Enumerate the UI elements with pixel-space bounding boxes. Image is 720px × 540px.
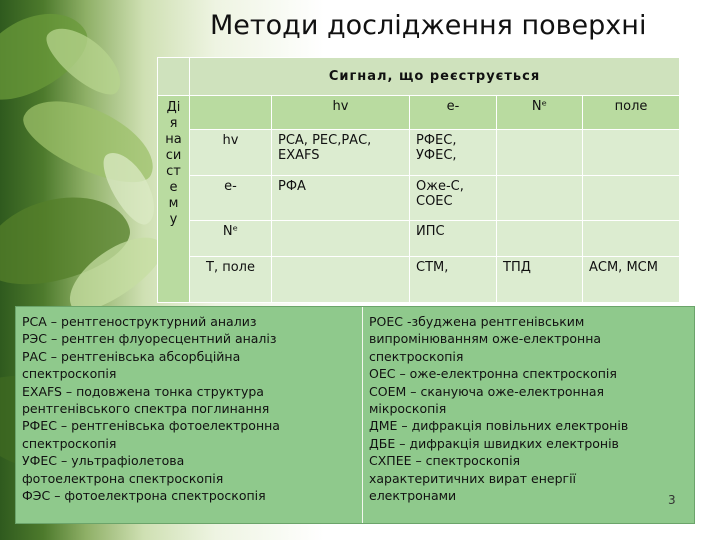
table-cell: Т, поле [190, 256, 272, 302]
legend-line: електронами [369, 488, 457, 504]
table-cell: ИПС [410, 220, 497, 256]
table-row [158, 220, 680, 256]
column-header: Nᵉ [497, 96, 583, 130]
table-cell: e- [190, 176, 272, 220]
column-header: hv [272, 96, 410, 130]
legend-line: РОЕС -збуджена рентгенівським [369, 314, 585, 329]
side-label: Ді я на си ст е м у [158, 96, 190, 303]
column-header: e- [410, 96, 497, 130]
legend-line: спектроскопія [22, 435, 117, 451]
table-cell [583, 220, 680, 256]
legend-line: ДМЕ – дифракція повільних електронів [369, 418, 629, 434]
table-cell: РФЕС, УФЕС, [410, 130, 497, 176]
table-cell [272, 220, 410, 256]
table-cell: ТПД [497, 256, 583, 302]
legend-line: характеритичних вират енергії [369, 470, 577, 486]
legend-right-column [363, 307, 694, 523]
legend-line: фотоелектрона спектроскопія [22, 470, 224, 486]
legend-line: УФЕС – ультрафіолетова [22, 453, 185, 469]
legend-left-column [16, 307, 363, 523]
legend-line: ФЭС – фотоелектрона спектроскопія [22, 488, 266, 504]
table-cell: РФА [272, 176, 410, 220]
legend-line: РСА – рентгеноструктурний анализ [22, 314, 257, 329]
legend-line: РАС – рентгенівська абсорбційна [22, 348, 241, 364]
table-cell: Оже-С, СОЕС [410, 176, 497, 220]
page-number: 3 [668, 493, 676, 507]
legend-line: випромінюванням оже-електронна [369, 331, 602, 347]
table-cell [497, 130, 583, 176]
table-cell: Nᵉ [190, 220, 272, 256]
table-cell [272, 256, 410, 302]
column-header [190, 96, 272, 130]
table-cell: hv [190, 130, 272, 176]
column-header: поле [583, 96, 680, 130]
table-row [158, 176, 680, 220]
legend-line: рентгенівського спектра поглинання [22, 401, 270, 417]
legend-line: ДБЕ – дифракція швидких електронів [369, 435, 619, 451]
legend-line: спектроскопія [22, 366, 117, 382]
legend-line: СХПЕЕ – спектроскопія [369, 453, 521, 469]
signal-table [157, 57, 680, 303]
table-row [158, 130, 680, 176]
legend-line: ОЕС – оже-електронна спектроскопія [369, 366, 617, 382]
table-cell [497, 220, 583, 256]
legend-line: спектроскопія [369, 348, 464, 364]
legend-line: мікроскопія [369, 401, 447, 417]
corner-cell [158, 58, 190, 96]
legend-line: РЭС – рентген флуоресцентний аналіз [22, 331, 277, 347]
legend-line: СОЕМ – скануюча оже-електронная [369, 383, 605, 399]
signal-header: Сигнал, що реєструється [190, 58, 680, 96]
table-cell: СТМ, [410, 256, 497, 302]
table-row [158, 256, 680, 302]
table-cell [497, 176, 583, 220]
legend-line: EXAFS – подовжена тонка структура [22, 383, 264, 399]
page-title: Методи дослідження поверхні [210, 10, 647, 41]
legend-line: РФЕС – рентгенівська фотоелектронна [22, 418, 280, 434]
table-cell [583, 130, 680, 176]
table-cell [583, 176, 680, 220]
table-cell: РСА, РЕС,РАС, EXAFS [272, 130, 410, 176]
abbreviation-legend [15, 306, 695, 524]
table-cell: АСМ, МСМ [583, 256, 680, 302]
